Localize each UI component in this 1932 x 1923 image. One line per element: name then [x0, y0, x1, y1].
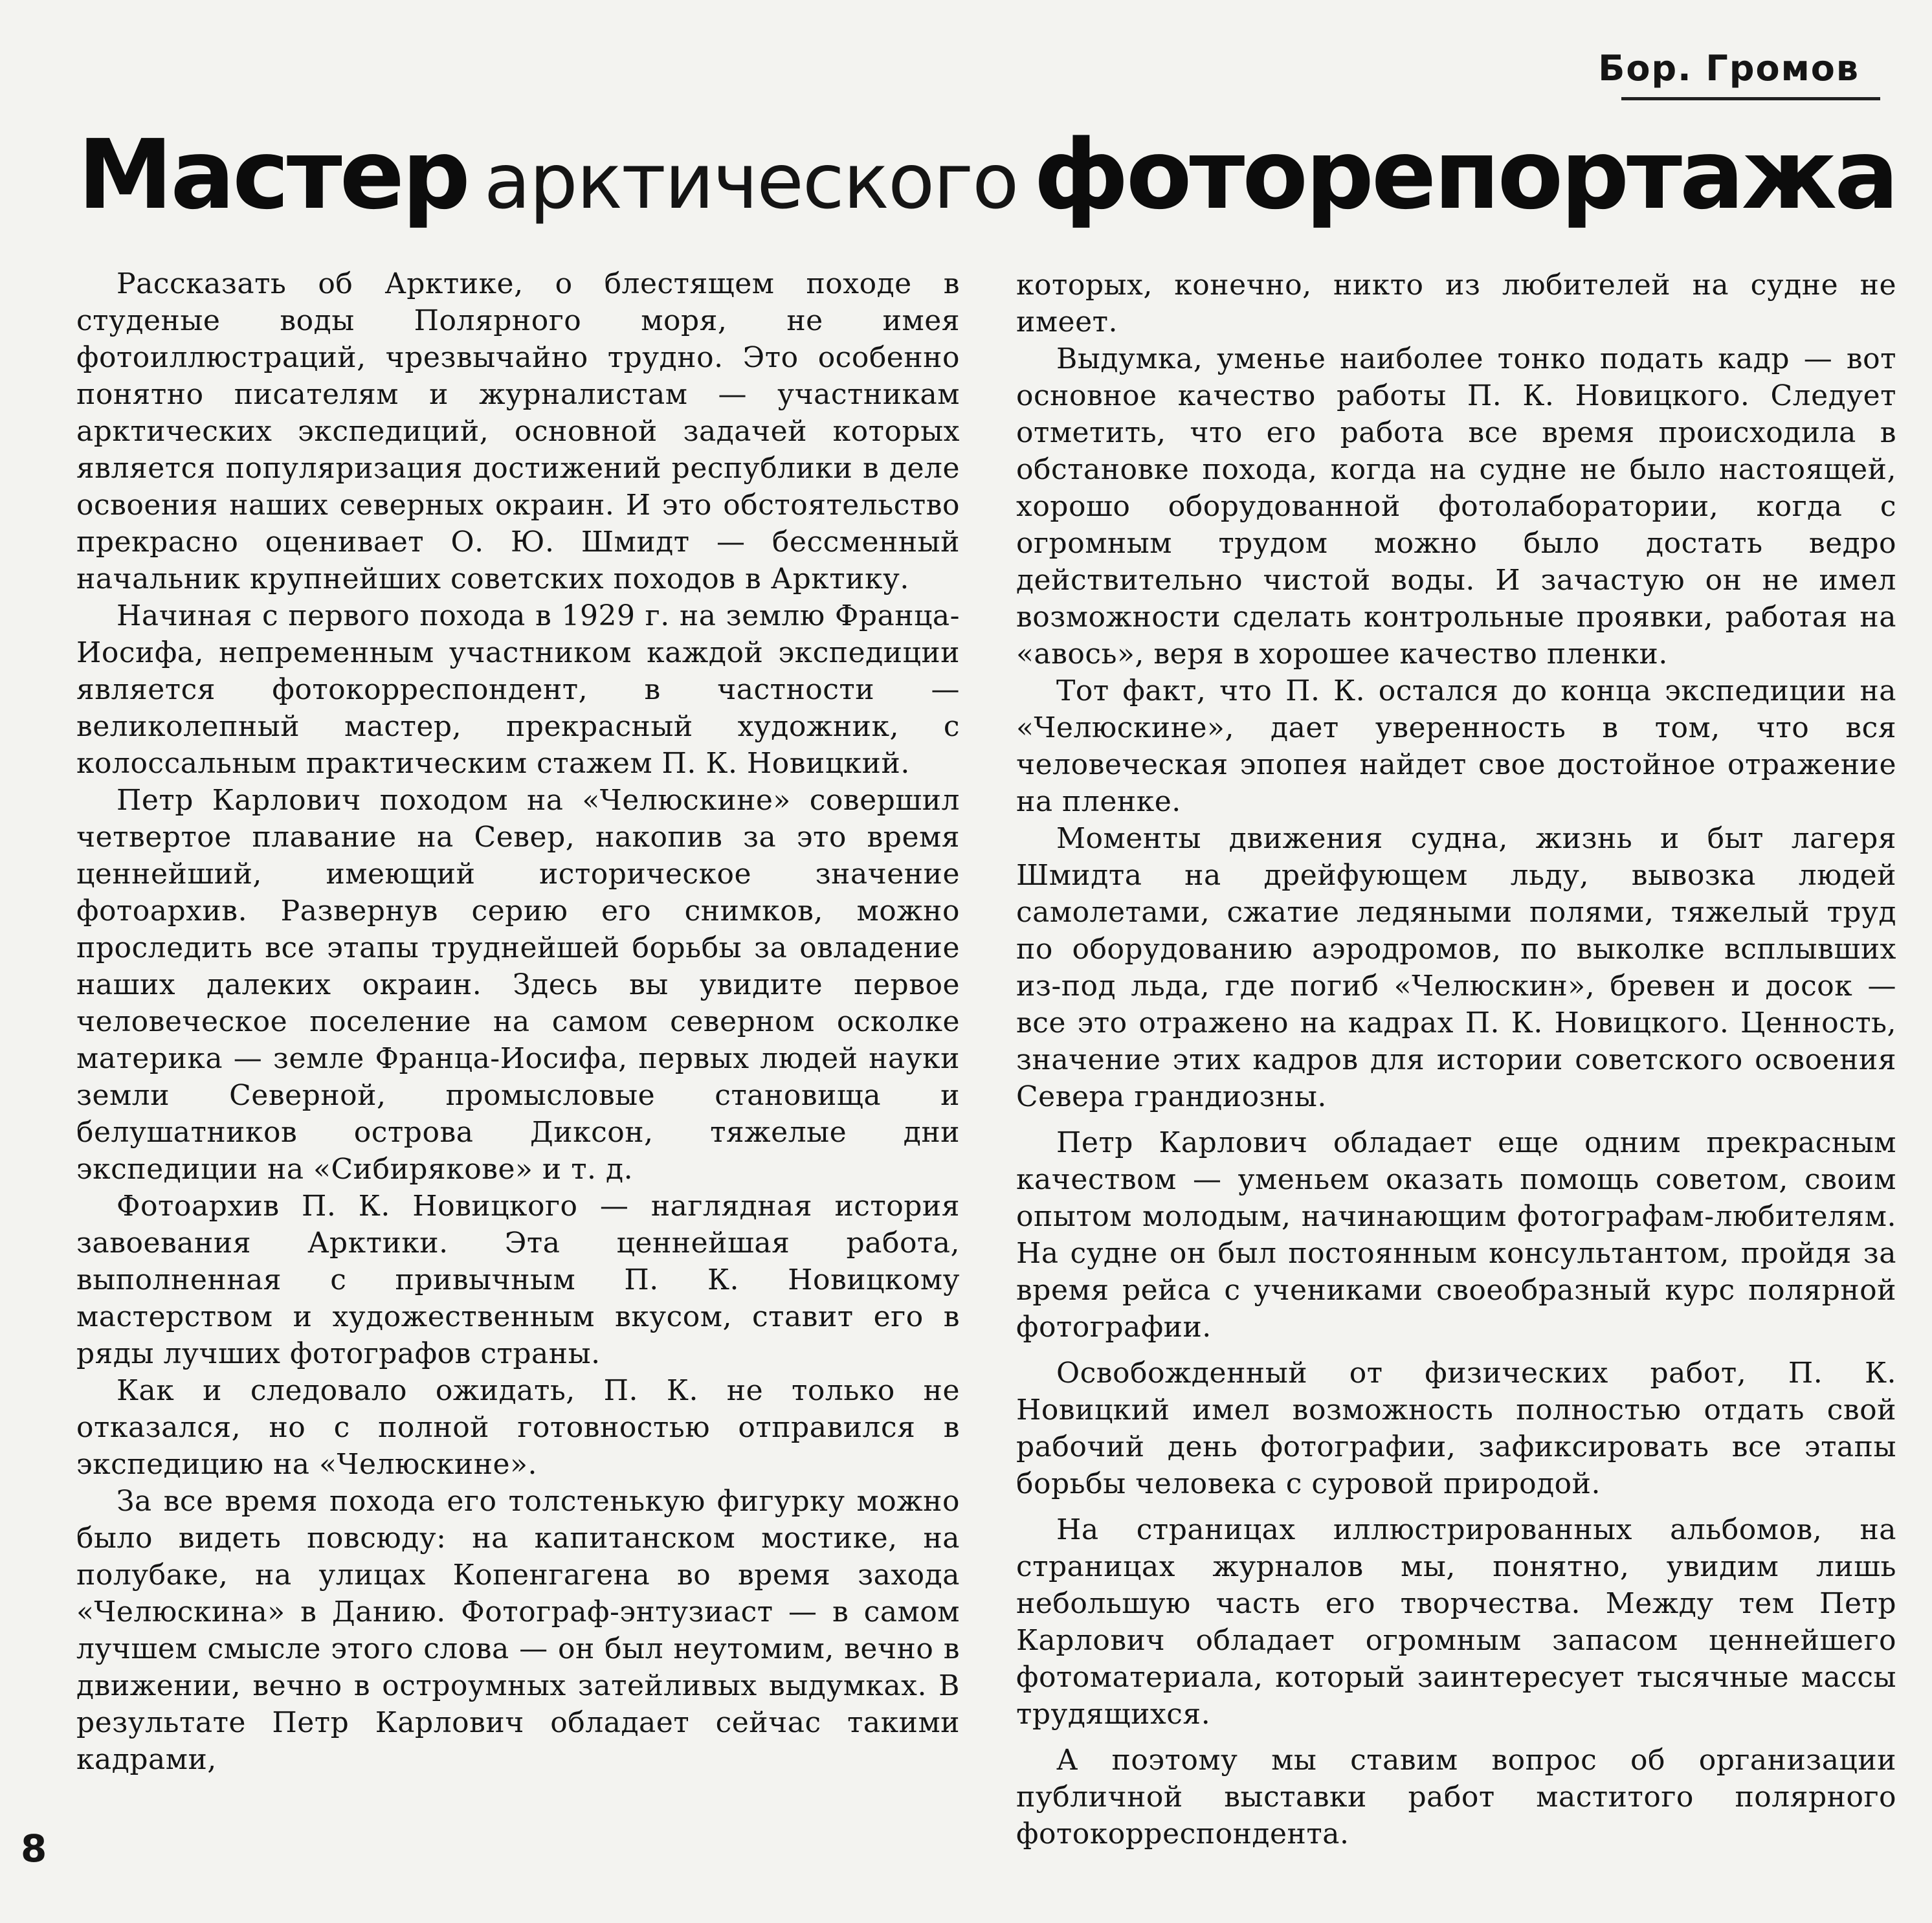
right-column — [1016, 267, 1896, 1852]
paragraph: Петр Карлович походом на «Челюскине» совершил четвертое плавание на Север, накопив за это время ценнейший, имеющий историческое значение фотоархив. Развернув серию его снимков, можно проследить все этапы труднейшей борьбы за овладение наших далеких окраин. Здесь вы увидите первое человеческое поселение на самом северном осколке материка — земле Франца-Иосифа, первых людей науки земли Северной, промысловые становища и белушатников острова Диксон, тяжелые дни экспедиции на «Сибирякове» и т. д. — [76, 784, 960, 1186]
paragraph: Петр Карлович обладает еще одним прекрасным качеством — уменьем оказать помощь советом, своим опытом молодым, начинающим фотографам-любителям. На судне он был постоянным консультантом, пройдя за время рейса с учениками своеобразный курс полярной фотографии. — [1016, 1126, 1896, 1344]
left-column — [76, 265, 960, 1778]
paragraph: Моменты движения судна, жизнь и быт лагеря Шмидта на дрейфующем льду, вывозка людей самолетами, сжатие ледяными полями, тяжелый труд по оборудованию аэродромов, по выколке всплывших из-под льда, где погиб «Челюскин», бревен и досок — все это отражено на кадрах П. К. Новицкого. Ценность, значение этих кадров для истории советского освоения Севера грандиозны. — [1016, 822, 1896, 1113]
paragraph: На страницах иллюстрированных альбомов, на страницах журналов мы, понятно, увидим лишь небольшую часть его творчества. Между тем Петр Карлович обладает огромным запасом ценнейшего фотоматериала, который заинтересует тысячные массы трудящихся. — [1016, 1513, 1896, 1731]
page-number: 8 — [21, 1827, 47, 1871]
headline-word-3: фоторепортажа — [1034, 119, 1896, 230]
paragraph: За все время похода его толстенькую фигурку можно было видеть повсюду: на капитанском мостике, на полубаке, на улицах Копенгагена во время захода «Челюскина» в Данию. Фотограф-энтузиаст — в самом лучшем смысле этого слова — он был неутомим, вечно в движении, вечно в остроумных затейливых выдумках. В результате Петр Карлович обладает сейчас такими кадрами, — [76, 1485, 960, 1776]
headline-word-1: Мастер — [78, 119, 468, 230]
author-byline: Бор. Громов — [1598, 48, 1860, 89]
paragraph: Рассказать об Арктике, о блестящем походе в студеные воды Полярного моря, не имея фотоиллюстраций, чрезвычайно трудно. Это особенно понятно писателям и журналистам — участникам арктических экспедиций, основной задачей которых является популяризация достижений республики в деле освоения наших северных окраин. И это обстоятельство прекрасно оценивает О. Ю. Шмидт — бессменный начальник крупнейших советских походов в Арктику. — [76, 267, 960, 595]
headline-word-2: арктического — [483, 137, 1018, 226]
paragraph: Фотоархив П. К. Новицкого — наглядная история завоевания Арктики. Эта ценнейшая работа, выполненная с привычным П. К. Новицкому мастерством и художественным вкусом, ставит его в ряды лучших фотографов страны. — [76, 1190, 960, 1370]
paragraph: Выдумка, уменье наиболее тонко подать кадр — вот основное качество работы П. К. Новицкого. Следует отметить, что его работа все время происходила в обстановке похода, когда на судне не было настоящей, хорошо оборудованной фотолаборатории, когда с огромным трудом можно было достать ведро действительно чистой воды. И зачастую он не имел возможности сделать контрольные проявки, работая на «авось», веря в хорошее качество пленки. — [1016, 342, 1896, 671]
paragraph: Как и следовало ожидать, П. К. не только не отказался, но с полной готовностью отправился в экспедицию на «Челюскине». — [76, 1374, 960, 1481]
paragraph: Начиная с первого похода в 1929 г. на землю Франца-Иосифа, непременным участником каждой экспедиции является фотокорреспондент, в частности — великолепный мастер, прекрасный художник, с колоссальным практическим стажем П. К. Новицкий. — [76, 599, 960, 780]
author-underline — [1621, 97, 1880, 100]
paragraph: Тот факт, что П. К. остался до конца экспедиции на «Челюскине», дает уверенность в том, что вся человеческая эпопея найдет свое достойное отражение на пленке. — [1016, 674, 1896, 818]
paragraph: А поэтому мы ставим вопрос об организации публичной выставки работ маститого полярного фотокорреспондента. — [1016, 1744, 1896, 1851]
article-headline — [78, 119, 1896, 230]
paragraph-continued: которых, конечно, никто из любителей на судне не имеет. — [1016, 269, 1896, 339]
paragraph: Освобожденный от физических работ, П. К. Новицкий имел возможность полностью отдать свой рабочий день фотографии, зафиксировать все этапы борьбы человека с суровой природой. — [1016, 1357, 1896, 1500]
